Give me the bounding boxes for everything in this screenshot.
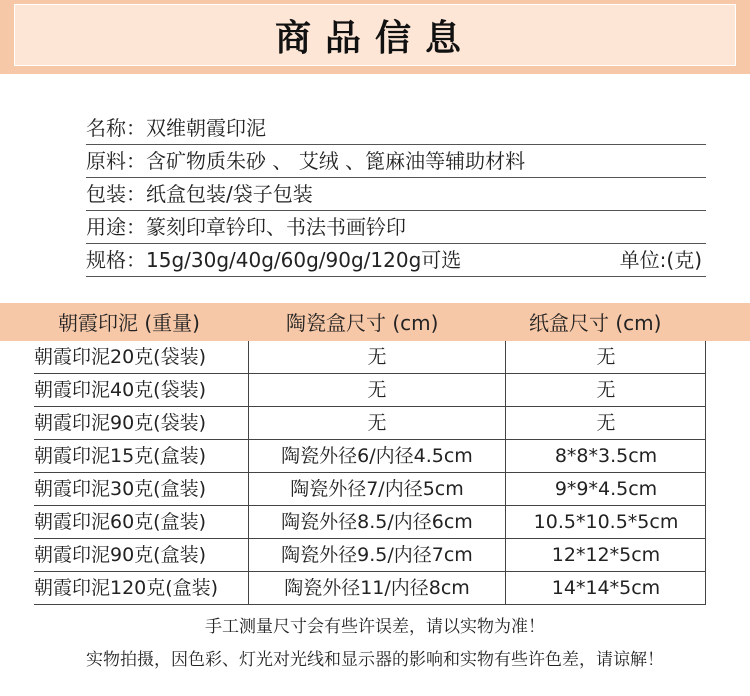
info-value: 纸盒包装/袋子包装 [146,182,313,206]
cell-box-size: 9*9*4.5cm [554,478,658,500]
info-label: 名称： [86,116,146,140]
info-label: 原料： [86,149,146,173]
cell-ceramic-size: 陶瓷外径7/内径5cm [290,478,464,500]
info-label: 用途： [86,215,146,239]
info-unit: 单位:(克) [619,248,702,272]
table-row [0,374,750,407]
info-row-material [86,145,706,178]
cell-product: 朝霞印泥40克(袋装) [34,379,207,401]
cell-ceramic-size: 陶瓷外径9.5/内径7cm [281,544,473,566]
table-row [0,473,750,506]
info-label: 包装： [86,182,146,206]
cell-box-size: 10.5*10.5*5cm [533,511,679,533]
note-measurement: 手工测量尺寸会有些许误差，请以实物为准！ [205,617,545,637]
col-header-box-size: 纸盒尺寸 (cm) [529,311,662,335]
cell-ceramic-size: 陶瓷外径11/内径8cm [284,577,470,599]
cell-ceramic-size: 陶瓷外径6/内径4.5cm [281,445,473,467]
col-header-weight: 朝霞印泥 (重量) [58,311,200,335]
cell-product: 朝霞印泥120克(盒装) [34,577,219,599]
cell-box-size: 14*14*5cm [551,577,661,599]
cell-ceramic-size: 陶瓷外径8.5/内径6cm [281,511,473,533]
cell-box-size: 无 [596,412,616,434]
cell-product: 朝霞印泥20克(袋装) [34,346,207,368]
table-header [0,303,750,341]
cell-product: 朝霞印泥15克(盒装) [34,445,207,467]
cell-product: 朝霞印泥30克(盒装) [34,478,207,500]
page-title: 商品信息 [274,16,475,59]
cell-product: 朝霞印泥60克(盒装) [34,511,207,533]
table-row [0,407,750,440]
cell-box-size: 8*8*3.5cm [554,445,658,467]
table-row [0,572,750,605]
cell-product: 朝霞印泥90克(袋装) [34,412,207,434]
row-divider [34,604,705,605]
cell-ceramic-size: 无 [367,346,387,368]
cell-ceramic-size: 无 [367,412,387,434]
table-row [0,440,750,473]
size-table [0,341,750,605]
info-value: 篆刻印章钤印、书法书画钤印 [146,215,406,239]
table-row [0,539,750,572]
info-row-packaging [86,178,706,211]
info-value: 15g/30g/40g/60g/90g/120g可选 [146,248,462,272]
cell-ceramic-size: 无 [367,379,387,401]
cell-box-size: 无 [596,379,616,401]
info-row-spec [86,244,706,277]
info-row-name [86,112,706,145]
cell-product: 朝霞印泥90克(盒装) [34,544,207,566]
note-color-difference: 实物拍摄，因色彩、灯光对光线和显示器的影响和实物有些许色差，请谅解！ [86,650,664,670]
table-row [0,341,750,374]
header-box [14,4,736,66]
table-row [0,506,750,539]
product-info [86,112,706,277]
info-row-usage [86,211,706,244]
header-band [0,0,750,74]
info-value: 含矿物质朱砂 、 艾绒 、篦麻油等辅助材料 [146,149,526,173]
cell-box-size: 12*12*5cm [551,544,661,566]
cell-box-size: 无 [596,346,616,368]
info-value: 双维朝霞印泥 [146,116,266,140]
col-header-ceramic-size: 陶瓷盒尺寸 (cm) [286,311,439,335]
info-label: 规格： [86,248,146,272]
